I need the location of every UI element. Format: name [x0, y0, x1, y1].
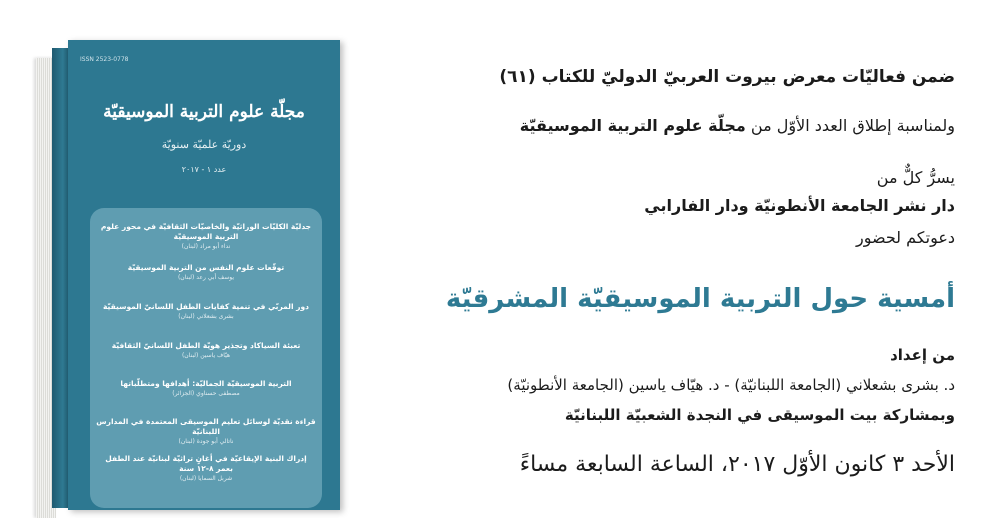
toc-author: يوسف أبي رعد (لبنان)	[177, 274, 235, 281]
occasion-prefix: ولمناسبة إطلاق العدد الأوّل من	[745, 116, 955, 135]
toc-author: هيّاف ياسين (لبنان)	[181, 352, 231, 359]
toc-title: توقّعات علوم النفس من التربية الموسيقيّة	[127, 263, 285, 272]
journal-subtitle: دوريّة علميّة سنويّة	[161, 138, 247, 151]
toc-title: قراءة نقديّة لوسائل تعليم الموسيقى المعتمدة في المدارس اللبنانيّة	[96, 417, 316, 436]
journal-issue: عدد ١ - ٢٠١٧	[181, 165, 227, 174]
journal-title: مجلّة علوم التربية الموسيقيّة	[103, 102, 305, 122]
toc-entry	[96, 222, 316, 251]
toc-author: بشرى بشعلاني (لبنان)	[178, 313, 234, 320]
hosts-intro: يسرُّ كلٌّ من	[876, 168, 955, 187]
toc-entry	[96, 379, 316, 398]
toc-title: التربية الموسيقيّة الجماليّة: أهدافها ومتطلّباتها	[120, 379, 292, 388]
toc-author: شربل السمايا (لبنان)	[179, 475, 233, 482]
issn-number: ISSN 2523-0778	[80, 56, 129, 63]
toc-author: ناتالي أبو جودة (لبنان)	[178, 438, 234, 445]
table-of-contents	[90, 208, 322, 508]
toc-entry	[96, 417, 316, 446]
presenters: د. بشرى بشعلاني (الجامعة اللبنانيّة) - د. هيّاف ياسين (الجامعة الأنطونيّة)	[507, 376, 955, 394]
toc-entry	[96, 302, 316, 321]
toc-author: نداء أبو مراد (لبنان)	[181, 243, 231, 250]
toc-author: مصطفى حسناوي (الجزائر)	[172, 390, 240, 397]
event-context-line: ضمن فعاليّات معرض بيروت العربيّ الدوليّ للكتاب (٦١)	[499, 67, 955, 87]
toc-entry	[96, 454, 316, 483]
toc-entry	[96, 263, 316, 282]
invite-line: دعوتكم لحضور	[855, 228, 955, 247]
toc-title: جدليّة الكليّات الوراثيّة والخاصيّات الثقافيّة في محور علوم التربية الموسيقيّة	[100, 222, 312, 241]
toc-title: إدراك البنية الإيقاعيّة في أغانٍ تراثيّة لبنانيّة عند الطفل بعمر ٨-١٢ سنة	[105, 454, 307, 473]
toc-title: دور المربّي في تنمية كفايات الطفل اللسانيّ الموسيقيّة	[103, 302, 309, 311]
prepared-by-label: من إعداد	[890, 346, 955, 364]
occasion-journal-name: مجلّة علوم التربية الموسيقيّة	[519, 116, 746, 135]
book-front-cover	[68, 40, 340, 510]
toc-entry	[96, 341, 316, 360]
participation-line: وبمشاركة بيت الموسيقى في النجدة الشعبيّة اللبنانيّة	[564, 406, 955, 424]
event-datetime: الأحد ٣ كانون الأوّل ٢٠١٧، الساعة السابعة مساءً	[519, 452, 955, 477]
toc-title: تعبئة السياكاد وتجذير هويّة الطفل اللسانيّ الثقافيّة	[111, 341, 301, 350]
event-title: أمسية حول التربية الموسيقيّة المشرقيّة	[445, 284, 955, 314]
hosts-names: دار نشر الجامعة الأنطونيّة ودار الفارابي	[644, 196, 955, 215]
journal-cover-image	[0, 0, 360, 498]
occasion-line	[520, 116, 955, 135]
